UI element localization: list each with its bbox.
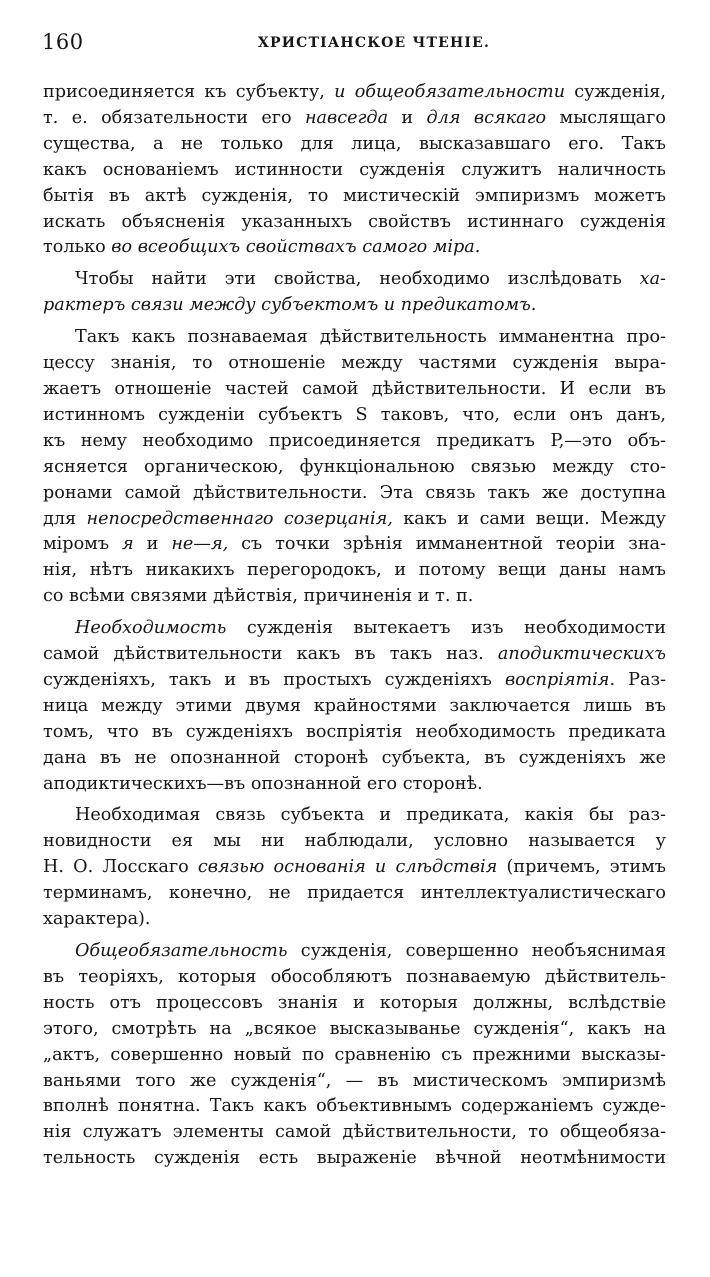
text-line [43, 429, 666, 455]
text-run: дана въ не опознанной сторонѣ субъекта, въ сужденіяхъ же [43, 747, 666, 768]
italic-text: Необходимость [75, 618, 227, 639]
page-number: 160 [42, 30, 84, 54]
text-run: ность отъ процессовъ знанія и которыя должны, вслѣдствіе [43, 992, 666, 1013]
italic-text: навсегда [304, 107, 389, 128]
text-line [43, 855, 666, 881]
italic-text: рактеръ связи между субъектомъ и предикатомъ. [43, 295, 537, 316]
text-line [43, 558, 666, 584]
text-run: тельность сужденія есть выраженіе вѣчной неотмѣнимости [43, 1148, 666, 1169]
text-line [43, 455, 666, 481]
italic-text: связью основанія и слѣдствія [197, 857, 498, 878]
text-line [43, 267, 666, 293]
text-run: въ теоріяхъ, которыя обособляютъ познаваемую дѣйствитель- [43, 966, 666, 987]
text-run: искать объясненія указанныхъ свойствъ истиннаго сужденія [43, 211, 666, 232]
text-line [43, 720, 666, 746]
text-line [43, 1043, 666, 1069]
text-run: новидности ея мы ни наблюдали, условно называется у [43, 831, 666, 852]
text-run: къ нему необходимо присоединяется предикатъ P,—это объ- [43, 430, 666, 451]
text-line [43, 293, 666, 319]
text-line [43, 1069, 666, 1095]
text-run: цессу знанія, то отношеніе между частями сужденія выра- [43, 353, 666, 374]
text-run: Н. О. Лосскаго [43, 857, 198, 878]
paragraph [43, 80, 666, 261]
text-run: ронами самой дѣйствительности. Эта связь такъ же доступна [43, 482, 666, 503]
paragraph [43, 325, 666, 610]
text-run: какъ основаніемъ истинности сужденія служитъ наличность [43, 159, 666, 180]
italic-text: я [122, 534, 134, 555]
text-line [43, 235, 666, 261]
text-line [43, 1017, 666, 1043]
text-run: сужденіяхъ, такъ и въ простыхъ сужденіяхъ [43, 669, 505, 690]
text-run: терминамъ, конечно, не придается интеллектуалистическаго [43, 883, 666, 904]
text-run: мыслящаго [546, 107, 666, 128]
text-run: (причемъ, этимъ [497, 857, 666, 878]
running-title: ХРИСТIАНСКОЕ ЧТЕНIЕ. [257, 35, 491, 51]
text-run: со всѣми связями дѣйствія, причиненія и т. п. [43, 586, 474, 607]
text-run: сужденія, [565, 82, 666, 102]
text-line [43, 532, 666, 558]
text-run: нія служатъ элементы самой дѣйствительности, то общеобяза- [43, 1122, 666, 1143]
text-line [43, 803, 666, 829]
text-line [43, 210, 666, 236]
text-run: міромъ [43, 534, 123, 555]
paragraph [43, 803, 666, 933]
italic-text: аподиктическихъ [497, 644, 666, 665]
paragraph [43, 616, 666, 797]
text-run: и [133, 534, 172, 555]
italic-text: воспріятія. [504, 669, 616, 690]
body-text [43, 80, 666, 1178]
text-line [43, 132, 666, 158]
text-run: сужденія, совершенно необъяснимая [287, 941, 666, 961]
text-run: томъ, что въ сужденіяхъ воспріятія необходимость предиката [43, 721, 666, 742]
text-run: для [43, 508, 87, 529]
text-run: „актъ, совершенно новый по сравненію съ прежними высказы- [43, 1044, 666, 1065]
italic-text: во всеобщихъ свойствахъ самого міра. [111, 237, 481, 258]
text-line [43, 481, 666, 507]
text-run: т. е. обязательности его [43, 107, 305, 128]
text-run: присоединяется къ субъекту, [43, 82, 335, 102]
text-line [43, 158, 666, 184]
text-line [43, 907, 666, 933]
text-line [43, 616, 666, 642]
text-line [43, 1094, 666, 1120]
text-line [43, 106, 666, 132]
italic-text: не—я, [171, 534, 229, 555]
text-run: самой дѣйствительности какъ въ такъ наз. [43, 644, 498, 665]
text-run: бытія въ актѣ сужденія, то мистическій эмпиризмъ можетъ [43, 185, 666, 206]
text-line [43, 642, 666, 668]
paragraph [43, 939, 666, 1172]
text-line [43, 1146, 666, 1172]
text-run: Необходимая связь субъекта и предиката, какія бы раз- [75, 805, 666, 826]
text-run: существа, а не только для лица, высказавшаго его. Такъ [43, 133, 666, 154]
text-run: этого, смотрѣть на „всякое высказыванье сужденія“, какъ на [43, 1018, 666, 1039]
text-run: сужденія вытекаетъ изъ необходимости [226, 618, 666, 639]
text-line [43, 829, 666, 855]
text-line [43, 694, 666, 720]
text-line [43, 772, 666, 798]
text-run: характера). [43, 909, 151, 930]
text-run: жаетъ отношеніе частей самой дѣйствительности. И если въ [43, 378, 666, 399]
italic-text: Общеобязательность [75, 941, 288, 961]
text-run: Раз- [615, 669, 666, 690]
text-run: Чтобы найти эти свойства, необходимо изслѣдовать [75, 269, 640, 290]
text-run: ница между этими двумя крайностями заключается лишь въ [43, 695, 666, 716]
text-line [43, 507, 666, 533]
text-line [43, 1120, 666, 1146]
text-run: ваньями того же сужденія“, — въ мистическомъ эмпиризмѣ [43, 1070, 666, 1091]
text-line [43, 746, 666, 772]
italic-text: непосредственнаго созерцанія, [86, 508, 393, 529]
text-line [43, 184, 666, 210]
text-line [43, 80, 666, 106]
text-line [43, 403, 666, 429]
text-run: нія, нѣтъ никакихъ перегородокъ, и потому вещи даны намъ [43, 560, 666, 581]
text-run: какъ и сами вещи. Между [392, 508, 666, 529]
text-run: ясняется органическою, функціональною связью между сто- [43, 456, 666, 477]
italic-text: для всякаго [426, 107, 547, 128]
text-run: Такъ какъ познаваемая дѣйствительность имманентна про- [75, 327, 666, 348]
text-line [43, 325, 666, 351]
text-line [43, 351, 666, 377]
text-run: вполнѣ понятна. Такъ какъ объективнымъ содержаніемъ сужде- [43, 1096, 666, 1117]
page-header [42, 30, 666, 58]
text-run: съ точки зрѣнія имманентной теоріи зна- [228, 534, 666, 555]
paragraph [43, 267, 666, 319]
text-line [43, 584, 666, 610]
text-line [43, 881, 666, 907]
text-line [43, 377, 666, 403]
text-line [43, 668, 666, 694]
text-run: и [388, 107, 427, 128]
text-line [43, 965, 666, 991]
text-line [43, 991, 666, 1017]
text-run: истинномъ сужденіи субъектъ S таковъ, что, если онъ данъ, [43, 404, 666, 425]
text-line [43, 939, 666, 965]
text-run: аподиктическихъ—въ опознанной его сторонѣ. [43, 773, 483, 794]
italic-text: и общеобязательности [334, 82, 566, 102]
italic-text: ха- [639, 269, 666, 290]
text-run: только [43, 237, 112, 258]
